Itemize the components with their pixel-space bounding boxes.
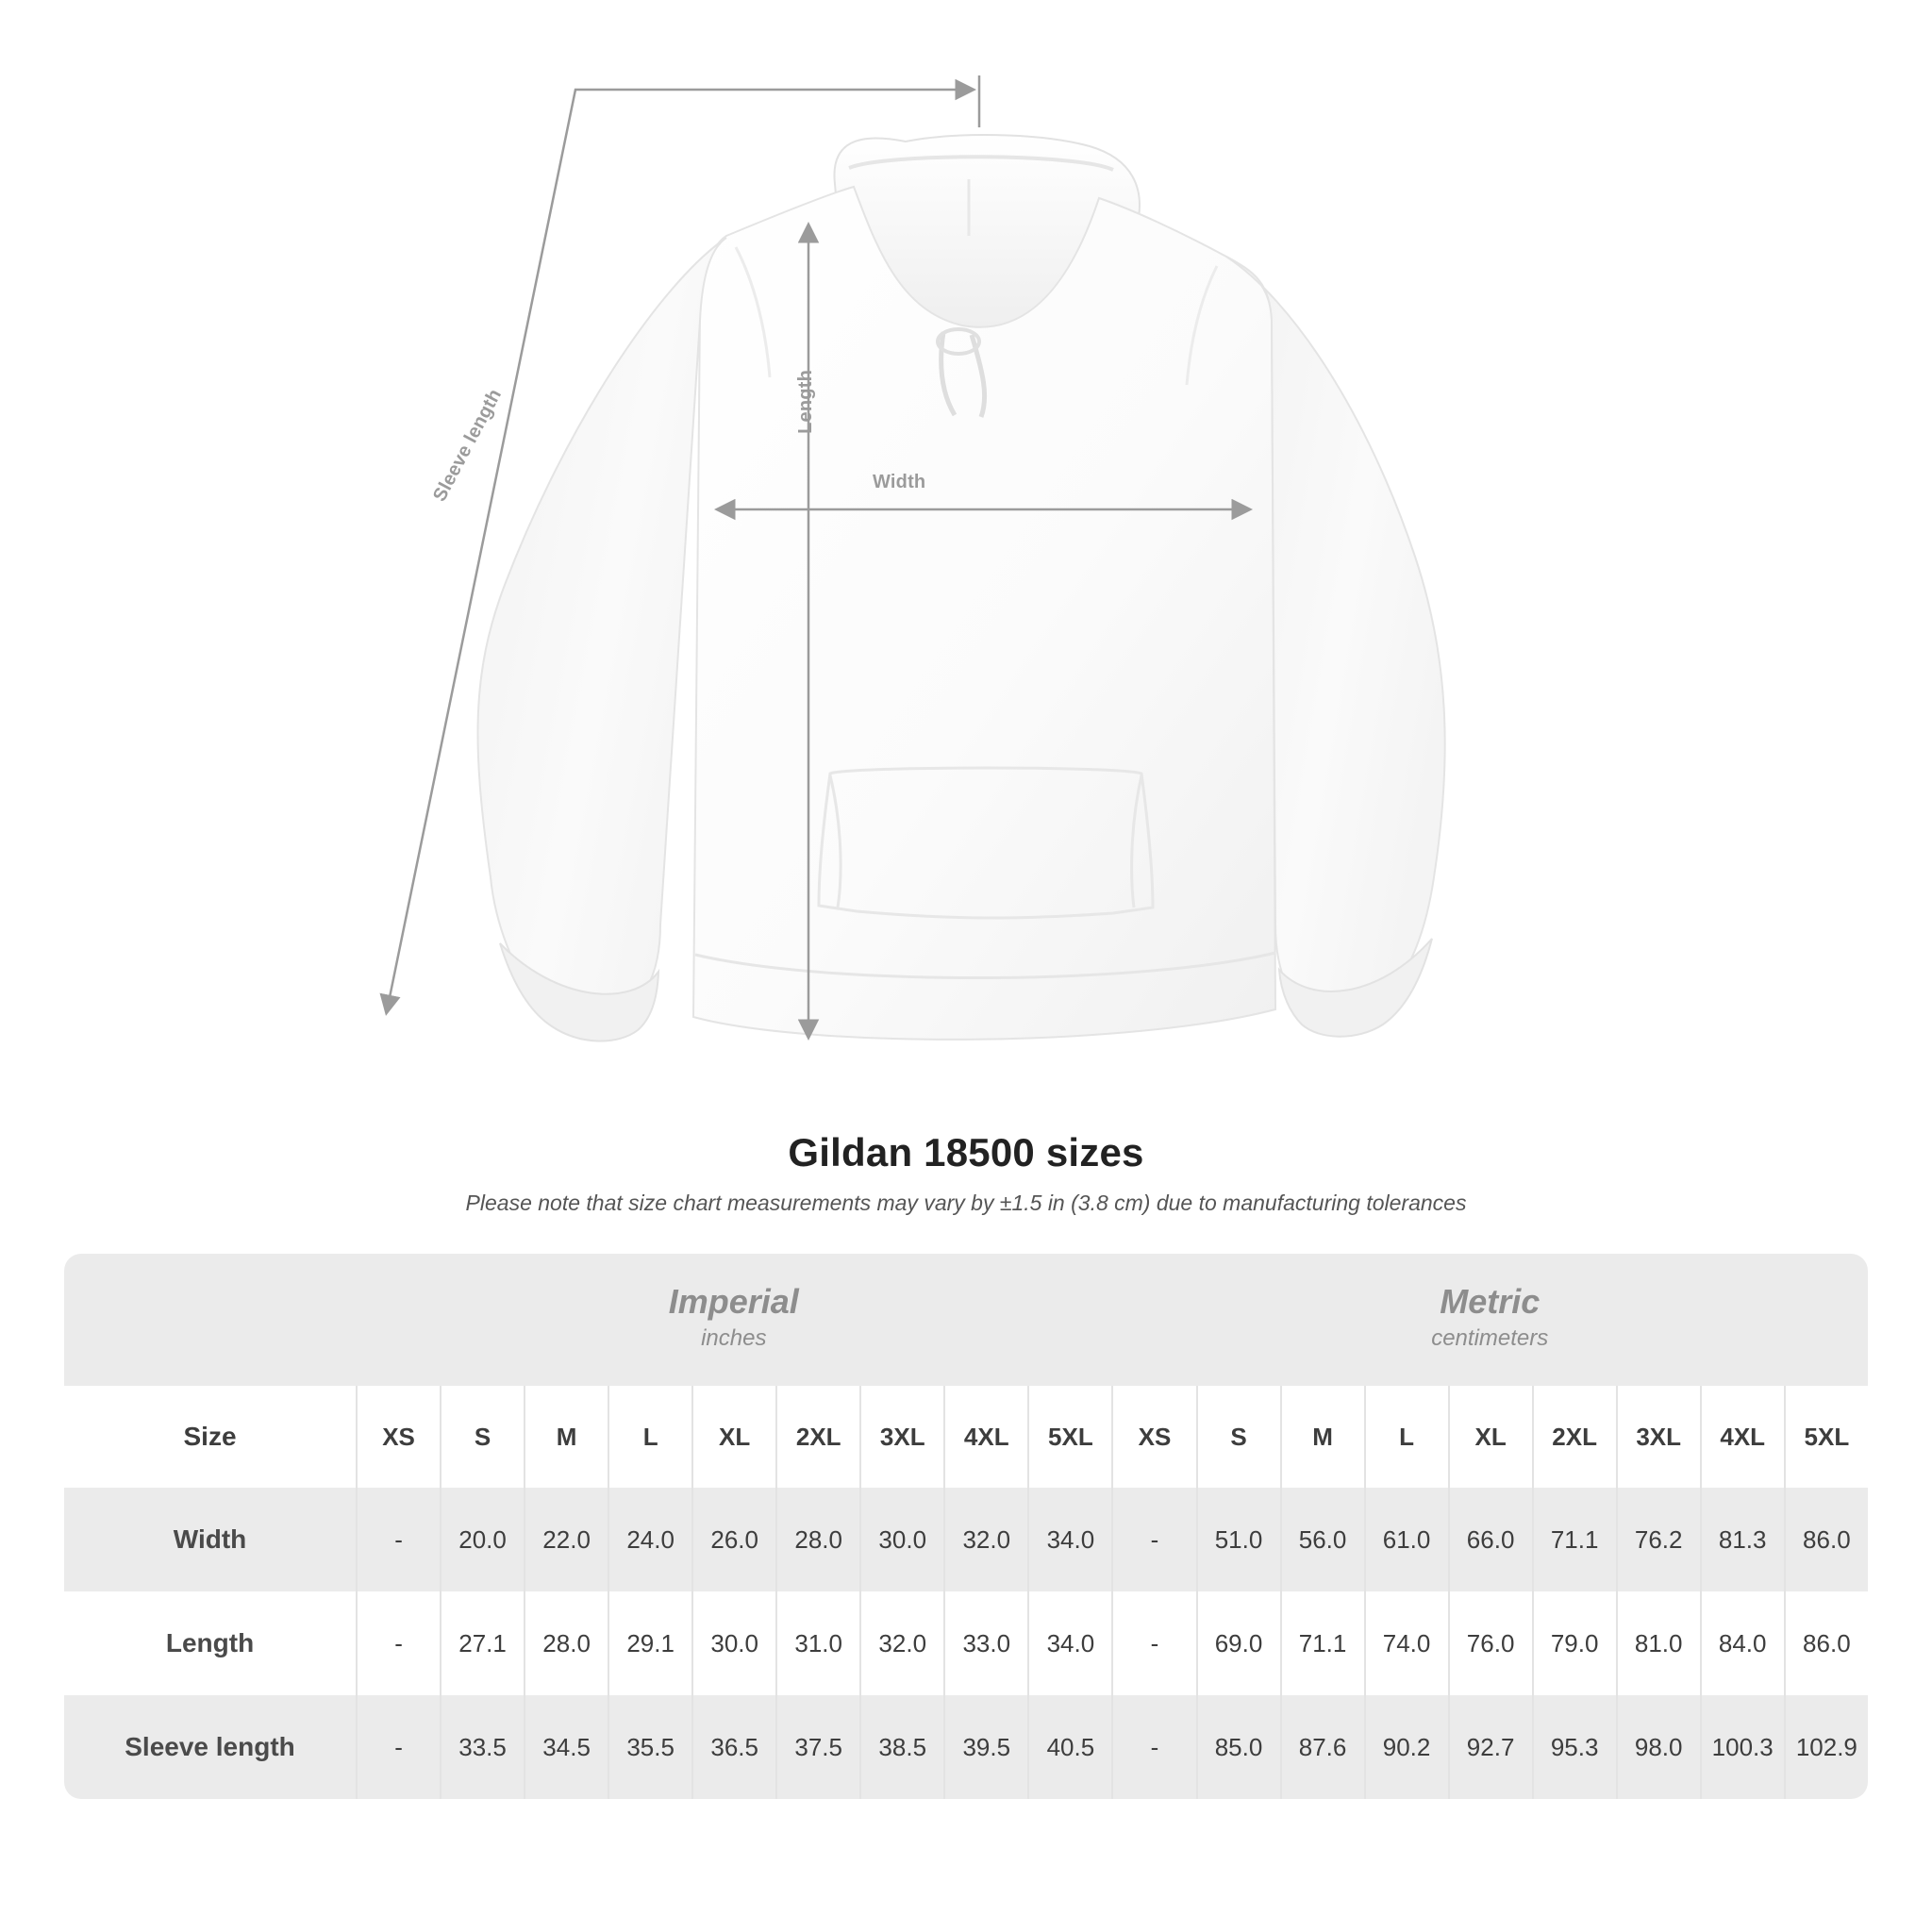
size-header-metric-2xl [1532, 1386, 1616, 1488]
cell-text: - [1111, 1695, 1195, 1799]
cell-text: 71.1 [1532, 1488, 1616, 1591]
cell-text: 20.0 [440, 1488, 524, 1591]
cell-length-metric-m [1280, 1591, 1364, 1695]
size-header-metric-3xl [1616, 1386, 1700, 1488]
cell-text: 81.3 [1700, 1488, 1784, 1591]
unit-name-metric: Metric [1440, 1282, 1541, 1321]
cell-text: 22.0 [524, 1488, 608, 1591]
cell-width-imperial-2xl [775, 1488, 859, 1591]
page-title: Gildan 18500 sizes [788, 1130, 1144, 1174]
cell-text: 86.0 [1784, 1488, 1868, 1591]
cell-sleeve-imperial-l [608, 1695, 691, 1799]
cell-text: 32.0 [943, 1488, 1027, 1591]
cell-length-metric-4xl [1700, 1591, 1784, 1695]
cell-text: 56.0 [1280, 1488, 1364, 1591]
cell-text: M [524, 1386, 608, 1488]
cell-sleeve-metric-xs [1111, 1695, 1195, 1799]
size-header-imperial-3xl [859, 1386, 943, 1488]
size-header-metric-5xl [1784, 1386, 1868, 1488]
cell-text: 81.0 [1616, 1591, 1700, 1695]
cell-width-imperial-5xl [1027, 1488, 1111, 1591]
cell-text: - [356, 1591, 440, 1695]
row-label-length: Length [64, 1591, 356, 1695]
cell-width-metric-5xl [1784, 1488, 1868, 1591]
cell-text: 71.1 [1280, 1591, 1364, 1695]
cell-text: 34.5 [524, 1695, 608, 1799]
cell-text: XL [1448, 1386, 1532, 1488]
cell-text: 76.0 [1448, 1591, 1532, 1695]
cell-text: L [1364, 1386, 1448, 1488]
cell-sleeve-imperial-xs [356, 1695, 440, 1799]
cell-text: 28.0 [775, 1488, 859, 1591]
cell-text: 24.0 [608, 1488, 691, 1591]
cell-text: 36.5 [691, 1695, 775, 1799]
size-header-metric-l [1364, 1386, 1448, 1488]
cell-text: M [1280, 1386, 1364, 1488]
unit-sub-imperial: inches [701, 1324, 767, 1351]
cell-sleeve-imperial-m [524, 1695, 608, 1799]
cell-text: 30.0 [691, 1591, 775, 1695]
cell-text: 30.0 [859, 1488, 943, 1591]
cell-text: 40.5 [1027, 1695, 1111, 1799]
cell-text: 85.0 [1196, 1695, 1280, 1799]
row-label-width: Width [64, 1488, 356, 1591]
cell-sleeve-metric-5xl [1784, 1695, 1868, 1799]
size-header-imperial-s [440, 1386, 524, 1488]
row-label-sleeve-length: Sleeve length [64, 1695, 356, 1799]
size-header-imperial-xl [691, 1386, 775, 1488]
cell-text: 32.0 [859, 1591, 943, 1695]
size-header-label: Size [64, 1386, 356, 1488]
cell-length-imperial-2xl [775, 1591, 859, 1695]
cell-width-metric-xl [1448, 1488, 1532, 1591]
size-table [64, 1254, 1868, 1799]
cell-text: 4XL [1700, 1386, 1784, 1488]
size-header-imperial-5xl [1027, 1386, 1111, 1488]
cell-text: 2XL [1532, 1386, 1616, 1488]
cell-width-metric-xs [1111, 1488, 1195, 1591]
cell-length-metric-xs [1111, 1591, 1195, 1695]
cell-sleeve-imperial-4xl [943, 1695, 1027, 1799]
cell-text: 79.0 [1532, 1591, 1616, 1695]
cell-length-metric-l [1364, 1591, 1448, 1695]
size-header-metric-s [1196, 1386, 1280, 1488]
label-sleeve-length: Sleeve length [429, 385, 507, 506]
size-header-metric-4xl [1700, 1386, 1784, 1488]
cell-text: 33.0 [943, 1591, 1027, 1695]
cell-text: 95.3 [1532, 1695, 1616, 1799]
cell-text: 102.9 [1784, 1695, 1868, 1799]
cell-sleeve-metric-s [1196, 1695, 1280, 1799]
size-header-metric-xs [1111, 1386, 1195, 1488]
tolerance-note: Please note that size chart measurements may vary by ±1.5 in (3.8 cm) due to manufacturing tolerances [465, 1191, 1467, 1215]
cell-text: 100.3 [1700, 1695, 1784, 1799]
unit-header-imperial [356, 1254, 1111, 1386]
cell-width-imperial-3xl [859, 1488, 943, 1591]
cell-text: 69.0 [1196, 1591, 1280, 1695]
table-row [64, 1488, 1868, 1591]
cell-text: 76.2 [1616, 1488, 1700, 1591]
cell-text: 28.0 [524, 1591, 608, 1695]
size-header-metric-m [1280, 1386, 1364, 1488]
label-length: Length [795, 370, 816, 434]
cell-length-imperial-xl [691, 1591, 775, 1695]
cell-text: 86.0 [1784, 1591, 1868, 1695]
label-width: Width [873, 472, 926, 492]
size-header-imperial-4xl [943, 1386, 1027, 1488]
cell-width-imperial-xs [356, 1488, 440, 1591]
cell-text: 5XL [1784, 1386, 1868, 1488]
cell-text: 33.5 [440, 1695, 524, 1799]
size-header-imperial-2xl [775, 1386, 859, 1488]
cell-width-metric-3xl [1616, 1488, 1700, 1591]
cell-text: 37.5 [775, 1695, 859, 1799]
cell-width-metric-2xl [1532, 1488, 1616, 1591]
size-header-imperial-xs [356, 1386, 440, 1488]
cell-text: 34.0 [1027, 1591, 1111, 1695]
cell-sleeve-metric-2xl [1532, 1695, 1616, 1799]
cell-length-metric-s [1196, 1591, 1280, 1695]
cell-text: 51.0 [1196, 1488, 1280, 1591]
cell-text: - [356, 1488, 440, 1591]
table-row [64, 1695, 1868, 1799]
cell-text: 39.5 [943, 1695, 1027, 1799]
cell-sleeve-metric-4xl [1700, 1695, 1784, 1799]
cell-text: 34.0 [1027, 1488, 1111, 1591]
cell-length-metric-xl [1448, 1591, 1532, 1695]
hoodie-graphic [477, 135, 1444, 1041]
cell-width-imperial-l [608, 1488, 691, 1591]
cell-text: - [1111, 1488, 1195, 1591]
cell-text: 98.0 [1616, 1695, 1700, 1799]
cell-text: 2XL [775, 1386, 859, 1488]
cell-text: 84.0 [1700, 1591, 1784, 1695]
cell-width-imperial-m [524, 1488, 608, 1591]
cell-text: XS [1111, 1386, 1195, 1488]
cell-length-metric-5xl [1784, 1591, 1868, 1695]
cell-sleeve-metric-m [1280, 1695, 1364, 1799]
cell-text: 61.0 [1364, 1488, 1448, 1591]
cell-sleeve-imperial-5xl [1027, 1695, 1111, 1799]
title-block [0, 1130, 1932, 1216]
cell-text: 29.1 [608, 1591, 691, 1695]
cell-text: 74.0 [1364, 1591, 1448, 1695]
cell-sleeve-imperial-xl [691, 1695, 775, 1799]
cell-sleeve-imperial-3xl [859, 1695, 943, 1799]
cell-length-imperial-3xl [859, 1591, 943, 1695]
cell-length-metric-3xl [1616, 1591, 1700, 1695]
size-header-imperial-l [608, 1386, 691, 1488]
size-header-imperial-m [524, 1386, 608, 1488]
cell-text: 31.0 [775, 1591, 859, 1695]
cell-length-imperial-m [524, 1591, 608, 1695]
cell-sleeve-imperial-2xl [775, 1695, 859, 1799]
cell-sleeve-metric-3xl [1616, 1695, 1700, 1799]
cell-text: 5XL [1027, 1386, 1111, 1488]
cell-width-metric-s [1196, 1488, 1280, 1591]
cell-text: L [608, 1386, 691, 1488]
cell-width-metric-m [1280, 1488, 1364, 1591]
unit-name-imperial: Imperial [668, 1282, 799, 1321]
cell-text: 3XL [1616, 1386, 1700, 1488]
cell-text: S [1196, 1386, 1280, 1488]
cell-length-imperial-s [440, 1591, 524, 1695]
cell-text: - [356, 1695, 440, 1799]
cell-text: 4XL [943, 1386, 1027, 1488]
size-header-metric-xl [1448, 1386, 1532, 1488]
unit-header-metric [1111, 1254, 1868, 1386]
cell-width-metric-l [1364, 1488, 1448, 1591]
cell-text: 38.5 [859, 1695, 943, 1799]
cell-text: S [440, 1386, 524, 1488]
cell-sleeve-metric-xl [1448, 1695, 1532, 1799]
cell-text: 87.6 [1280, 1695, 1364, 1799]
cell-length-imperial-5xl [1027, 1591, 1111, 1695]
cell-text: 35.5 [608, 1695, 691, 1799]
cell-text: 3XL [859, 1386, 943, 1488]
cell-width-imperial-xl [691, 1488, 775, 1591]
cell-text: 92.7 [1448, 1695, 1532, 1799]
cell-text: 66.0 [1448, 1488, 1532, 1591]
table-corner-cell [64, 1254, 356, 1386]
cell-length-imperial-l [608, 1591, 691, 1695]
cell-length-imperial-4xl [943, 1591, 1027, 1695]
cell-length-metric-2xl [1532, 1591, 1616, 1695]
cell-text: XS [356, 1386, 440, 1488]
unit-header-row [64, 1254, 1868, 1386]
cell-length-imperial-xs [356, 1591, 440, 1695]
cell-text: XL [691, 1386, 775, 1488]
cell-sleeve-imperial-s [440, 1695, 524, 1799]
size-table-wrapper [64, 1254, 1868, 1799]
size-header-row [64, 1386, 1868, 1488]
cell-text: 27.1 [440, 1591, 524, 1695]
cell-width-metric-4xl [1700, 1488, 1784, 1591]
cell-text: - [1111, 1591, 1195, 1695]
cell-width-imperial-4xl [943, 1488, 1027, 1591]
cell-width-imperial-s [440, 1488, 524, 1591]
cell-text: 90.2 [1364, 1695, 1448, 1799]
cell-text: 26.0 [691, 1488, 775, 1591]
cell-sleeve-metric-l [1364, 1695, 1448, 1799]
unit-sub-metric: centimeters [1431, 1324, 1549, 1351]
table-row [64, 1591, 1868, 1695]
